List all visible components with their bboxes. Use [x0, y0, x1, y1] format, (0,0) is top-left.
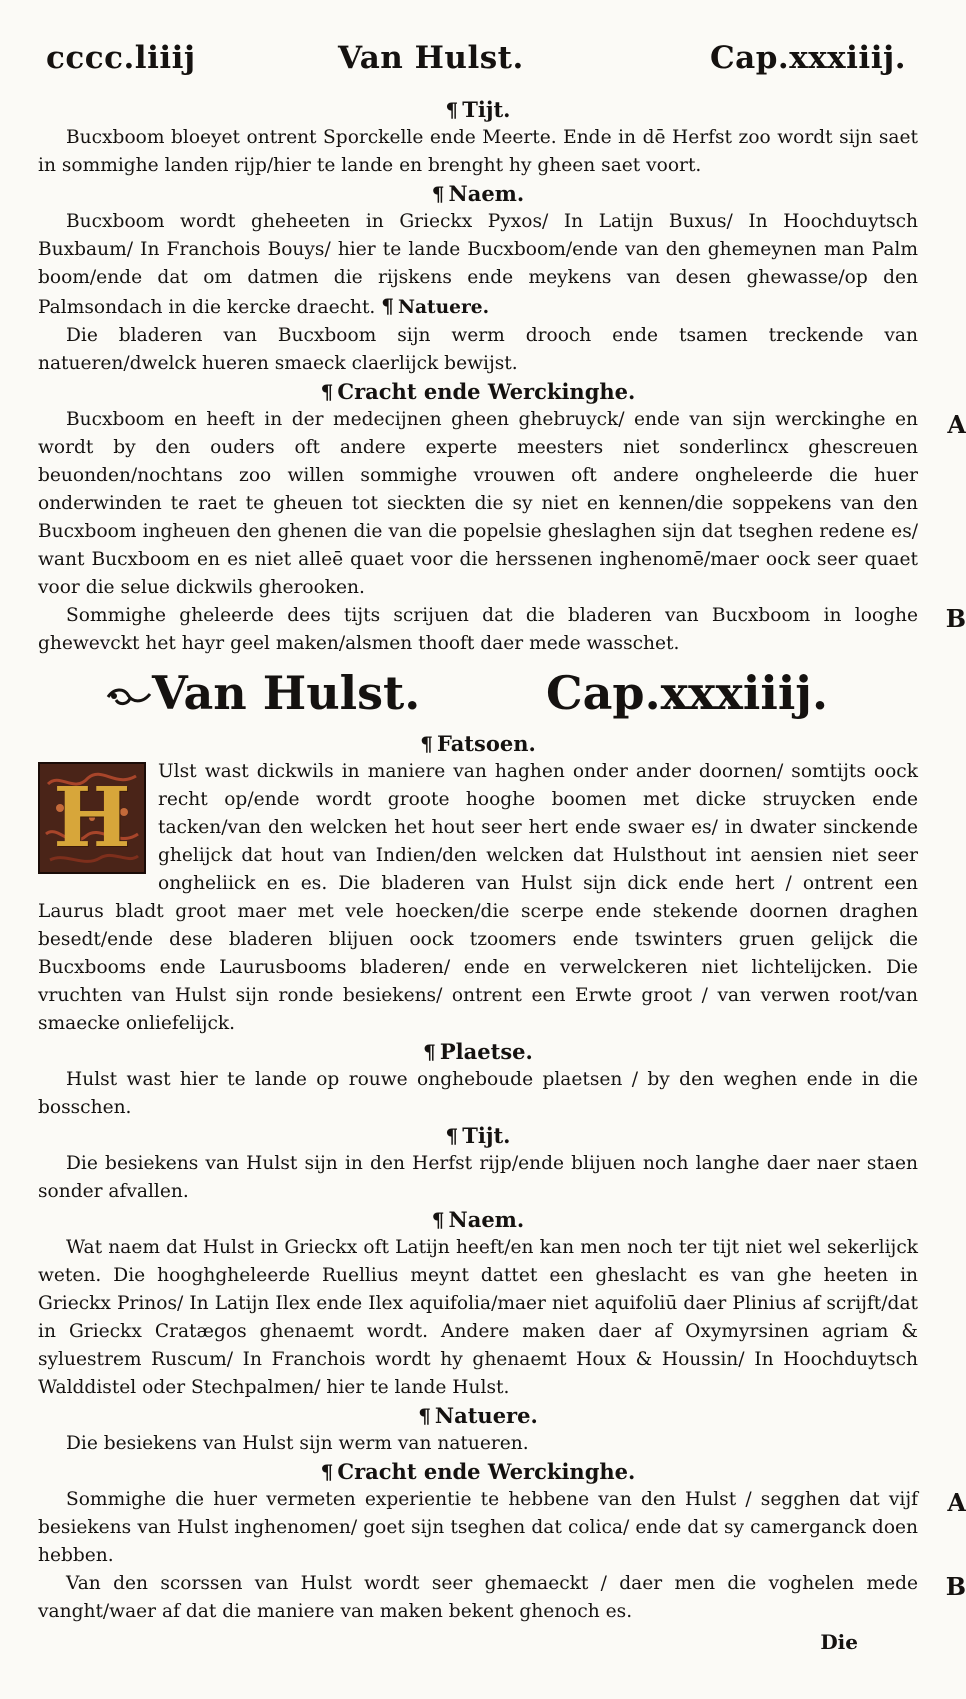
- paragraph-cracht-prev: Bucxboom en heeft in der medecijnen gheen ghebruyck/ ende van sijn werckinghe en wordt by den ouders oft andere experte meesters niet sonderlincx ghescreuen beuonden/nochtans zoo willen sommighe vrouwen oft andere ongheleerde die huer onderwinden te raet te gheuen tot sieckten die sy niet en kennen/die soppekens van den Bucxboom ingheuen den ghenen die van die popelsie gheslaghen sijn dat tseghen redene es/ want Bucxboom en es niet alleē quaet voor die herssenen inghenomē/maer oock seer quaet voor die selue dickwils gherooken.: [38, 409, 918, 598]
- paragraph-fatsoen: Ulst wast dickwils in maniere van haghen onder ander doornen/ somtijts oock recht op/ende wordt groote hooghe boomen met dicke struycken ende tacken/van den welcken het hout seer hert ende swaer es/ in dwater sinckende ghelijck dat hout van Indien/den welcken dat Hulsthout int aensien niet seer ongheliick en es. Die bladeren van Hulst sijn dick ende hert / ontrent een Laurus bladt groot maer met vele hoecken/die scerpe ende stekende doornen draghen besedt/ende dese bladeren blijuen oock tzoomers ende tswinters gruen gelijck die Bucxbooms ende Laurusbooms bladeren/ ende en verwelckeren niet lichtelijcken. Die vruchten van Hulst sijn ronde besiekens/ ontrent een Erwte groot / van verwen root/van smaecke onliefelijck.: [38, 761, 918, 1034]
- footer: [38, 1626, 918, 1666]
- pilcrow-icon: ¶: [423, 1040, 436, 1064]
- paragraph-naem-prev: Bucxboom wordt gheheeten in Grieckx Pyxos/ In Latijn Buxus/ In Hoochduytsch Buxbaum/ In Franchois Bouys/ hier te lande Bucxboom/ende van den ghemeynen man Palm boom/ende dat om datmen die rijskens ende meykens van desen ghewasse/op den Palmsondach in die kercke draecht. ¶ Natuere.: [38, 211, 918, 318]
- paragraph-block-a-prev: [38, 406, 966, 602]
- heading-cracht-prev: ¶ Cracht ende Werckinghe.: [320, 379, 636, 404]
- paragraph-tijt-prev: Bucxboom bloeyet ontrent Sporckelle ende Meerte. Ende in dē Herfst zoo wordt sijn saet in sommighe landen rijp/hier te lande en brenght hy gheen saet voort.: [38, 127, 918, 176]
- chapter-title-number: Cap.xxxiiij.: [546, 666, 828, 720]
- paragraph-tijt: Die besiekens van Hulst sijn in den Herfst rijp/ende blijuen noch langhe daer naer staen sonder afvallen.: [38, 1153, 918, 1202]
- chapter-title: [38, 664, 918, 728]
- pilcrow-icon: ¶: [420, 732, 433, 756]
- running-title: Van Hulst.: [338, 40, 524, 76]
- fleuron-icon: [106, 686, 152, 708]
- paragraph-cracht-b-prev: Sommighe gheleerde dees tijts scrijuen dat die bladeren van Bucxboom in looghe ghewevckt het hayr geel maken/alsmen thooft daer mede wasschet.: [38, 605, 918, 654]
- heading-plaetse: ¶ Plaetse.: [423, 1039, 533, 1064]
- heading-naem: ¶ Naem.: [431, 1207, 525, 1232]
- margin-letter-b: B: [945, 604, 966, 633]
- pilcrow-icon: ¶: [320, 1460, 334, 1484]
- pilcrow-icon: ¶: [381, 294, 394, 318]
- heading-cracht: ¶ Cracht ende Werckinghe.: [320, 1459, 636, 1484]
- pilcrow-icon: ¶: [431, 1208, 445, 1232]
- initial-letter: H: [53, 770, 131, 866]
- pilcrow-icon: ¶: [445, 1124, 459, 1148]
- pilcrow-icon: ¶: [418, 1404, 431, 1428]
- paragraph-naem: Wat naem dat Hulst in Grieckx oft Latijn heeft/en kan men noch ter tijt niet wel sekerlijck weten. Die hooghgheleerde Ruellius meynt dattet een gheslacht es van ghe heeten in Grieckx Prinos/ In Latijn Ilex ende Ilex aquifolia/maer niet aquifoliū daer Plinius af scrijft/dat in Grieckx Cratægos ghenaemt wordt. Andere maken daer af Oxymyrsinen agriam & syluestrem Ruscum/ In Franchois wordt hy ghenaemt Houx & Houssin/ In Hoochduytsch Walddistel oder Stechpalmen/ hier te lande Hulst.: [38, 1237, 918, 1398]
- heading-tijt: ¶ Tijt.: [445, 1123, 511, 1148]
- paragraph-block-b: [38, 1570, 966, 1626]
- heading-fatsoen: ¶ Fatsoen.: [420, 731, 536, 756]
- paragraph-block-a: [38, 1486, 966, 1570]
- paragraph-plaetse: Hulst wast hier te lande op rouwe ongheboude plaetsen / by den weghen ende in die bosschen.: [38, 1069, 918, 1118]
- paragraph-cracht-b: Van den scorssen van Hulst wordt seer ghemaeckt / daer men die voghelen mede vanght/waer af dat die maniere van maken bekent ghenoch es.: [38, 1573, 918, 1622]
- catchword: Die: [820, 1630, 858, 1654]
- paragraph-natuere-prev: Die bladeren van Bucxboom sijn werm drooch ende tsamen treckende van natueren/dwelck hueren smaeck claerlijck bewijst.: [38, 325, 918, 374]
- running-head: [38, 40, 918, 96]
- pilcrow-icon: ¶: [431, 182, 445, 206]
- page: [38, 40, 966, 1666]
- decorated-initial: [38, 762, 146, 874]
- inline-heading-natuere-prev: ¶ Natuere.: [381, 294, 490, 318]
- margin-letter-b: B: [945, 1572, 966, 1601]
- paragraph-cracht-a: Sommighe die huer vermeten experientie te hebbene van den Hulst / segghen dat vijf besiekens van Hulst inghenomen/ goet sijn tseghen dat colica/ ende dat sy camerganck doen hebben.: [38, 1489, 918, 1566]
- heading-natuere: ¶ Natuere.: [418, 1403, 538, 1428]
- margin-letter-a: A: [947, 1488, 966, 1517]
- fatsoen-block: [38, 758, 918, 1038]
- folio-number: cccc.liiij: [46, 40, 196, 76]
- pilcrow-icon: ¶: [320, 380, 334, 404]
- running-chapter: Cap.xxxiiij.: [709, 40, 906, 76]
- pilcrow-icon: ¶: [445, 98, 459, 122]
- chapter-title-name: Van Hulst.: [152, 666, 421, 720]
- paragraph-block-b-prev: [38, 602, 966, 658]
- paragraph-natuere: Die besiekens van Hulst sijn werm van natueren.: [66, 1433, 529, 1454]
- margin-letter-a: A: [947, 410, 966, 439]
- heading-naem-prev: ¶ Naem.: [431, 181, 525, 206]
- heading-tijt-prev: ¶ Tijt.: [445, 97, 511, 122]
